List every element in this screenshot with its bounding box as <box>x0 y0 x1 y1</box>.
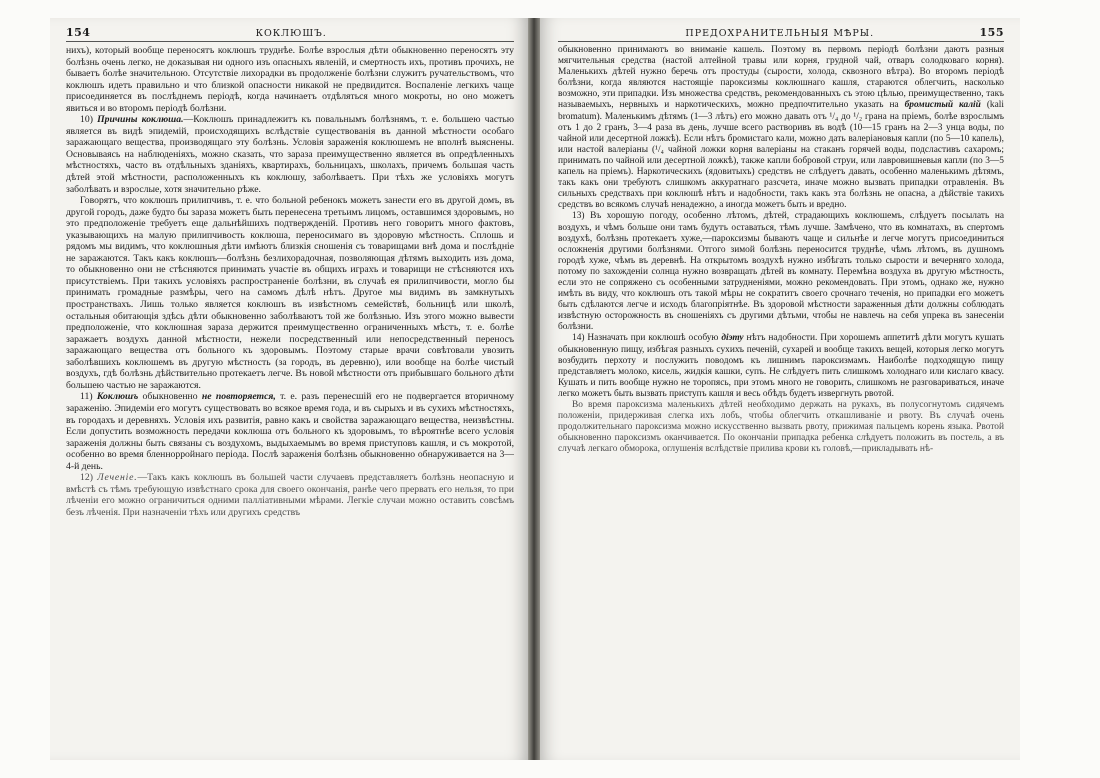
section-12 <box>66 472 514 518</box>
right-paragraph-1b: Маленькимъ дѣтямъ (1—3 лѣтъ) его можно давать отъ ¹/₄ до ¹/₂ грана на пріемъ, болѣе взрослымъ отъ 1 до 2 гранъ, 3—4 раза въ день, лучше всего растворивъ въ водѣ (10—15 гранъ на 2—3 унца воды, по чайной или десертной ложкѣ). Если нѣтъ бромистаго кали, можно дать валеріановыя капли (по 5—10 капель), или настой валеріаны (¹/₄ чайной ложки корня валеріаны на стаканъ горячей воды, подсластивъ сахаромъ; принимать по чайной или десертной ложкѣ), также капли бобровой струи, или лавровишневыя капли (по 3—5 капель на пріемъ). Наркотическихъ (ядовитыхъ) средствъ не слѣдуетъ давать, особенно маленькимъ дѣтямъ, такъ какъ они требуютъ слишкомъ аккуратнаго разсчета, иначе можно вызвать припадки отравленія. Въ сильныхъ средствахъ при коклюшѣ нѣтъ и надобности, такъ какъ эта болѣзнь не опасна, а дѣйствіе такихъ средствъ во всякомъ случаѣ ненадежно, а иногда можетъ быть и вредно. <box>558 111 1004 211</box>
right-page-number: 155 <box>979 26 1004 39</box>
diet-term: діэту <box>721 333 744 344</box>
right-running-head <box>558 26 1004 42</box>
right-last-paragraph: Во время пароксизма маленькихъ дѣтей необходимо держать на рукахъ, въ полусогнутомъ сидячемъ положеніи, придерживая слегка ихъ лобъ, чтобы облегчить откашливаніе и рвоту. Въ случаѣ очень продолжительнаго пароксизма можно искусственно вызвать рвоту, прижимая пальцемъ корень языка. Рвотой обыкновенно пароксизмъ оканчивается. По окончаніи припадка ребенка слѣдуетъ положить въ постель, а въ случаѣ легкаго обморока, оглушенія вслѣдствіе прилива крови къ головѣ,—прикладывать нѣ- <box>558 400 1004 455</box>
left-page-number: 154 <box>66 26 91 39</box>
left-page-text <box>66 45 514 518</box>
book-gutter <box>528 18 540 760</box>
left-running-title: КОКЛЮШЪ. <box>255 28 327 39</box>
section-11 <box>66 391 514 472</box>
right-running-title: ПРЕДОХРАНИТЕЛЬНЫЯ МѢРЫ. <box>685 28 875 39</box>
right-page <box>540 18 1020 760</box>
section-10-text: —Коклюшъ принадлежитъ къ повальнымъ болѣзнямъ, т. е. большею частью является въ видѣ эпидемій, происходящихъ вслѣдствіе существованія въ данной мѣстности особаго заражающаго вещества, производящаго эту болѣзнь. Условія зараженія коклюшемъ не вполнѣ выяснены. Основываясь на наблюденіяхъ, можно сказать, что зараза преимущественно является въ опредѣленныхъ мѣстностяхъ, часто въ отдѣльныхъ зданіяхъ, квартирахъ, больницахъ, школахъ, причемъ большая часть дѣтей этой мѣстности, расположенныхъ къ коклюшу, заболѣваетъ. При тѣхъ же условіяхъ могутъ заболѣвать и взрослые, хотя значительно рѣже. <box>66 114 515 195</box>
section-10-number: 10) <box>80 114 93 126</box>
section-11-heading: Коклюшъ <box>96 391 139 403</box>
section-12-number: 12) <box>80 472 93 484</box>
section-13: 13) Въ хорошую погоду, особенно лѣтомъ, дѣтей, страдающихъ коклюшемъ, слѣдуетъ посылать на воздухъ, и чѣмъ больше они тамъ будутъ оставаться, тѣмъ лучше. Замѣчено, что въ комнатахъ, въ спертомъ воздухѣ, болѣзнь протекаетъ хуже,—пароксизмы бываютъ чаще и сильнѣе и легче могутъ присоединиться осложненія другими болѣзнями. Отгого зимой болѣзнь переносится труднѣе, чѣмъ лѣтомъ, въ душномъ городѣ хуже, чѣмъ въ деревнѣ. На открытомъ воздухѣ нужно избѣгать только сырости и вечерняго холода, потому по захожденіи солнца нужно возвращать дѣтей въ комнату. Перемѣна воздуха въ другую мѣстность, если это не сопряжено съ особенными затрудненіями, можно рекомендовать. При этомъ, однако же, нужно имѣть въ виду, что коклюшъ отъ такой мѣры не сократитъ своего срочнаго теченія, но припадки его можетъ быть сдѣлаются легче и исходъ благопріятнѣе. Въ здоровой мѣстности зараженныя дѣти должны соблюдать извѣстную осторожность въ сношеніяхъ съ другими дѣтьми, чтобы не навлечь на себя упрека въ занесеніи болѣзни. <box>558 211 1004 333</box>
section-11-number: 11) <box>80 391 93 403</box>
section-14 <box>558 333 1004 400</box>
section-14b: нѣтъ надобности. При хорошемъ аппетитѣ дѣти могутъ кушать обыкновенную пищу, избѣгая разныхъ сухихъ печеній, сухарей и вообще такихъ вещей, которыя легко могутъ возбудить перхоту и послужить поводомъ къ лишнимъ пароксизмамъ. Наиболѣе подходящую пищу представляетъ молоко, кисель, жидкія кашки, супъ. Не слѣдуетъ пить слишкомъ холоднаго или кислаго квасу. Кушать и пить вообще нужно не торопясь, при этомъ много не говорить, слишкомъ не разговариваться, иначе легко можетъ быть вызвать приступъ кашля и весь обѣдъ будетъ извергнуть рвотой. <box>558 333 1004 399</box>
section-11-heading-2: не повторяется, <box>201 391 276 403</box>
left-running-head <box>66 26 514 42</box>
left-paragraph-1: нихъ), который вообще переносятъ коклюшъ труднѣе. Болѣе взрослыя дѣти обыкновенно переносятъ эту болѣзнь очень легко, не доказывая ни одного изъ опасныхъ явленій, и смертность ихъ, противъ прочихъ, не бываетъ болѣе значительною. Отсутствіе лихорадки въ продолженіе болѣзни служитъ ручательствомъ, что коклюшъ идетъ правильно и что близкой опасности никакой не предвидится. Воспаленіе легкихъ чаще присоединяется въ послѣднемъ періодѣ, когда начинаетъ отдѣляться много мокроты, но оно можетъ явиться и во второмъ періодѣ болѣзни. <box>66 45 514 114</box>
right-paragraph-1 <box>558 45 1004 211</box>
section-11-mid: обыкновенно <box>138 391 202 403</box>
section-10-heading: Причины коклюша. <box>97 114 184 126</box>
section-12-text: —Такъ какъ коклюшъ въ большей части случаевъ представляетъ болѣзнь неопасную и вмѣстѣ съ тѣмъ требующую извѣстнаго срока для своего окончанія, ранѣе чего прервать его нельзя, то при лѣченіи его можно ограничиться одними палліативными мѣрами. Легкіе случаи можно оставить совсѣмъ безъ лѣченія. При назначеніи тѣхъ или другихъ средствъ <box>66 472 514 518</box>
section-12-heading: Леченіе. <box>97 472 138 484</box>
section-11-text: т. е. разъ перенесшій его не подвергается вторичному зараженію. Эпидеміи его могутъ существовать во всякое время года, и въ сырыхъ и въ сухихъ мѣстностяхъ, въ городахъ и деревняхъ. Условія ихъ развитія, равно какъ и свойства заражающаго вещества, неизвѣстны. Если допустить возможность передачи коклюша отъ больного къ здоровымъ, то вѣроятнѣе всего условія зараженія должны быть связаны съ воздухомъ, выдыхаемымъ во время приступовъ кашля, и съ мокротой, особенно во время бленнорройнаго періода. Послѣ зараженія болѣзнь обыкновенно обнаруживается на 3—4-й день. <box>66 391 514 472</box>
left-page <box>50 18 528 760</box>
left-paragraph-3: Говорятъ, что коклюшъ прилипчивъ, т. е. что больной ребенокъ можетъ занести его въ другой домъ, въ другой городъ, даже будто бы зараза можетъ быть перенесена третьимъ лицомъ, оставшимся здоровымъ, но это предположеніе требуетъ еще дальнѣйшихъ подтвержденій. Противъ него говоритъ много фактовъ, указывающихъ на малую прилипчивость коклюша, переносимаго въ здоровую мѣстность. Сплошь и рядомъ мы видимъ, что коклюшныя дѣти имѣютъ близкія сношенія съ товарищами внѣ дома и послѣдніе не заражаются. Такъ какъ коклюшъ—болѣзнь безлихорадочная, позволяющая дѣтямъ выходить изъ дома, то обыкновенно они не стѣсняются принимать участіе въ общихъ играхъ и товарищи не стѣсняются ихъ присутствіемъ. При такихъ условіяхъ распространеніе болѣзни, въ случаѣ ея прилипчивости, могло бы принимать громадные размѣры, чего на самомъ дѣлѣ нѣтъ. Другое мы видимъ въ замкнутыхъ пространствахъ. Лишь только является коклюшъ въ извѣстномъ семействѣ, больницѣ или школѣ, остальныя обитающія здѣсь дѣти обыкновенно заболѣваютъ той же болѣзнью. Изъ этого можно вывести предположеніе, что коклюшная зараза держится преимущественно ограниченныхъ мѣстъ, т. е. болѣе заражаетъ воздухъ данной мѣстности, нежели посредственный или непосредственный переносъ заражающаго вещества отъ больного къ здоровымъ. Поэтому старые врачи совѣтовали увозить заболѣвшихъ коклюшемъ въ другую мѣстность (за городъ, въ деревню), или вообще на болѣе чистый воздухъ, гдѣ болѣзнь дѣйствительно протекаетъ легче. Въ новой мѣстности отъ прибывшаго больного дѣти большею частью не заражаются. <box>66 195 514 391</box>
bromide-term: бромистый калій <box>904 100 981 111</box>
section-10 <box>66 114 514 195</box>
right-page-text <box>558 45 1004 455</box>
bromide-latin: (kali bromatum). <box>558 100 1004 122</box>
right-paragraph-1a: обыкновенно принимаютъ во вниманіе кашель. Поэтому въ первомъ періодѣ болѣзни даютъ разныя мягчительныя средства (настой алтейной травы или корня, грудной чай, отваръ солодковаго корня). Маленькихъ дѣтей нужно беречь отъ простуды (сырости, холода, сквозного вѣтра). Во второмъ періодѣ болѣзни, когда являются настоящіе пароксизмы коклюшнаго кашля, стараются облегчить, насколько возможно, эти припадки. Изъ множества средствъ, рекомендованныхъ съ этою цѣлью, преимущественно, такъ называемыхъ, нервныхъ и наркотическихъ, можно предпочтительно указать на <box>558 45 1004 111</box>
section-14a: 14) Назначать при коклюшѣ особую <box>572 333 722 344</box>
